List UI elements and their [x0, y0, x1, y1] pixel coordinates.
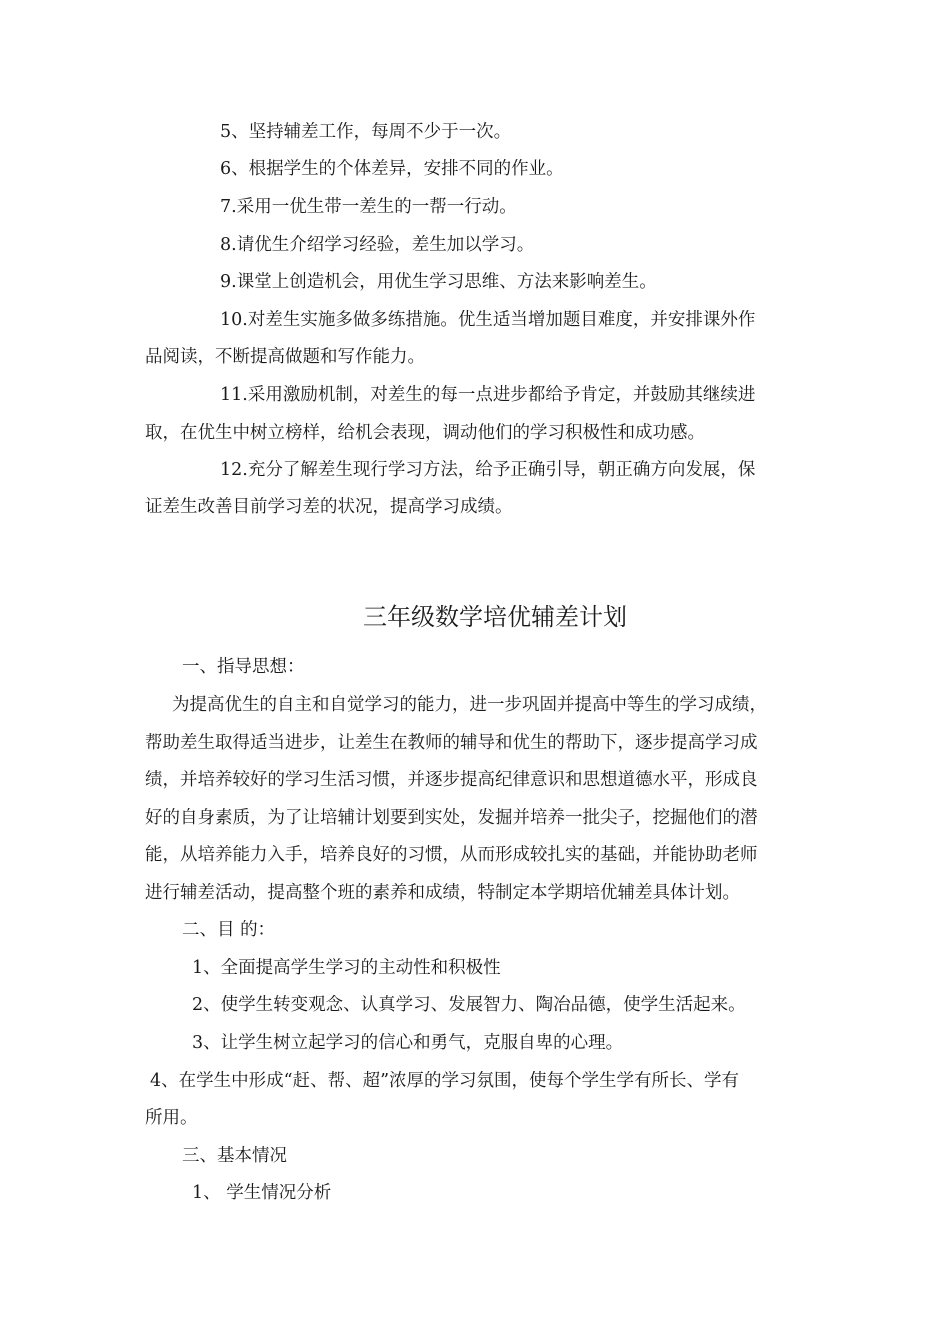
list-item-11-line2: 取，在优生中树立榜样，给机会表现，调动他们的学习积极性和成功感。 — [145, 423, 705, 443]
subheading-student-analysis: 1、 学生情况分析 — [192, 1183, 332, 1203]
goal-item-4-line2: 所用。 — [145, 1108, 198, 1128]
paragraph-line: 进行辅差活动，提高整个班的素养和成绩，特制定本学期培优辅差具体计划。 — [145, 883, 740, 903]
paragraph-line: 帮助差生取得适当进步，让差生在教师的辅导和优生的帮助下，逐步提高学习成 — [145, 733, 758, 753]
list-item-7: 7.采用一优生带一差生的一帮一行动。 — [220, 197, 517, 217]
list-item-10-line1: 10.对差生实施多做多练措施。优生适当增加题目难度，并安排课外作 — [220, 310, 756, 330]
goal-item-1: 1、全面提高学生学习的主动性和积极性 — [192, 958, 501, 978]
list-item-12-line1: 12.充分了解差生现行学习方法，给予正确引导，朝正确方向发展，保 — [220, 460, 756, 480]
list-item-11-line1: 11.采用激励机制，对差生的每一点进步都给予肯定，并鼓励其继续进 — [220, 385, 756, 405]
heading-basic-situation: 三、基本情况 — [182, 1146, 287, 1166]
goal-item-4-line1: 4、在学生中形成“赶、帮、超”浓厚的学习氛围，使每个学生学有所长、学有 — [150, 1071, 740, 1091]
list-item-6: 6、根据学生的个体差异，安排不同的作业。 — [220, 159, 564, 179]
paragraph-line: 好的自身素质，为了让培辅计划要到实处，发掘并培养一批尖子，挖掘他们的潜 — [145, 808, 758, 828]
goal-item-2: 2、使学生转变观念、认真学习、发展智力、陶冶品德，使学生活起来。 — [192, 995, 746, 1015]
list-item-12-line2: 证差生改善目前学习差的状况，提高学习成绩。 — [145, 497, 513, 517]
list-item-5: 5、坚持辅差工作，每周不少于一次。 — [220, 122, 512, 142]
paragraph-line: 能，从培养能力入手，培养良好的习惯，从而形成较扎实的基础，并能协助老师 — [145, 845, 758, 865]
list-item-8: 8.请优生介绍学习经验，差生加以学习。 — [220, 235, 535, 255]
heading-purpose: 二、目 的： — [182, 920, 276, 940]
heading-guiding-thought: 一、指导思想： — [182, 657, 305, 677]
list-item-10-line2: 品阅读，不断提高做题和写作能力。 — [145, 347, 425, 367]
goal-item-3: 3、让学生树立起学习的信心和勇气，克服自卑的心理。 — [192, 1033, 624, 1053]
list-item-9: 9.课堂上创造机会，用优生学习思维、方法来影响差生。 — [220, 272, 657, 292]
document-title: 三年级数学培优辅差计划 — [363, 603, 627, 631]
paragraph-line: 为提高优生的自主和自觉学习的能力，进一步巩固并提高中等生的学习成绩， — [172, 695, 767, 715]
paragraph-line: 绩，并培养较好的学习生活习惯，并逐步提高纪律意识和思想道德水平，形成良 — [145, 770, 758, 790]
